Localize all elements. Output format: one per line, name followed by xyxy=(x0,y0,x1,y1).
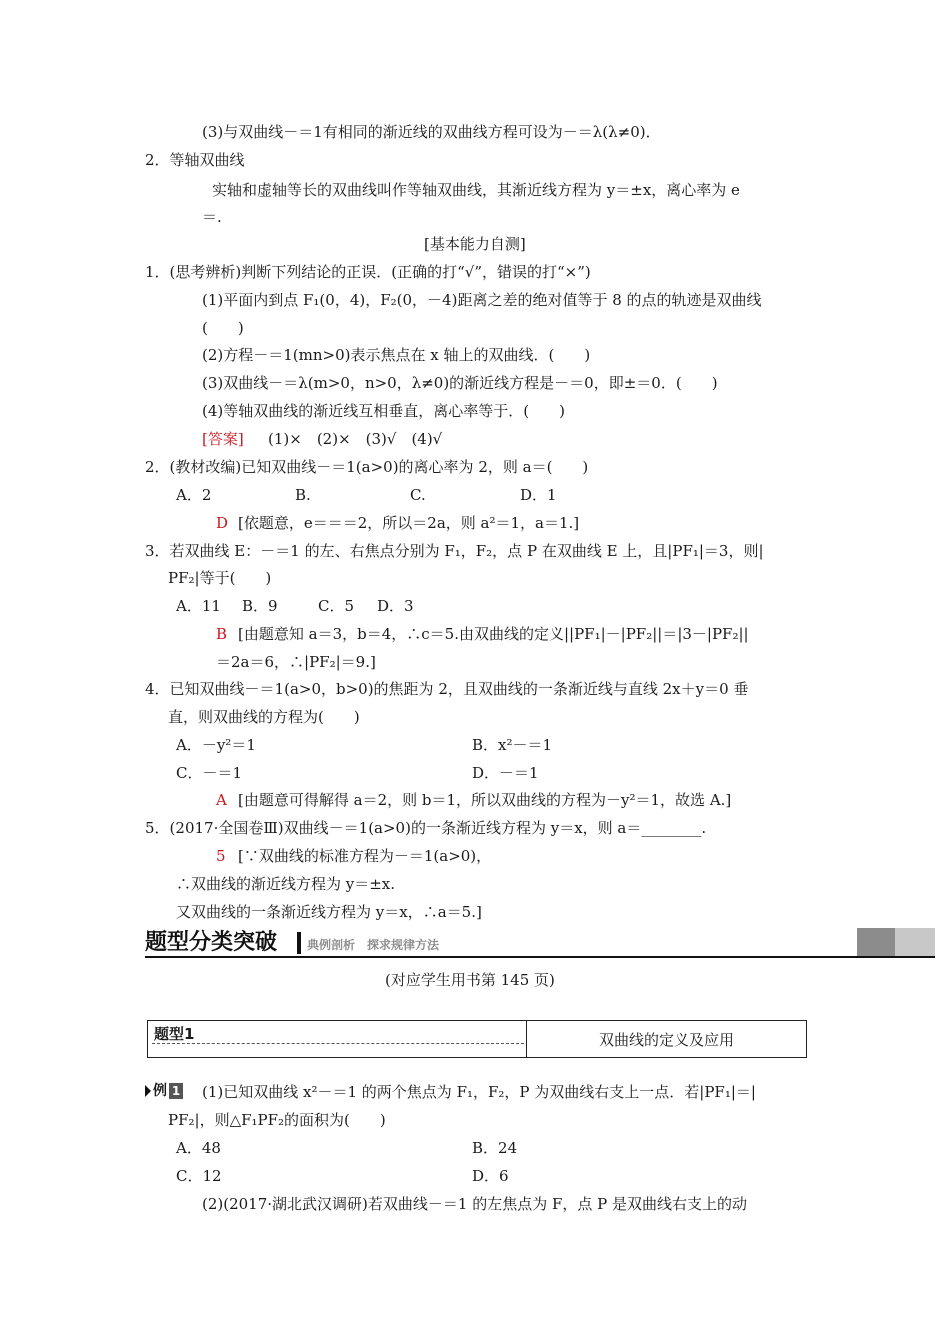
option-b: B．x²－＝1 xyxy=(472,736,553,754)
option-a: A．2 xyxy=(176,486,212,504)
answer-letter: 5 xyxy=(216,847,226,865)
section-banner xyxy=(145,928,935,960)
text-line: (3)与双曲线－＝1有相同的渐近线的双曲线方程可设为－＝λ(λ≠0)． xyxy=(202,123,661,141)
answer-text: (1)× (2)× (3)√ (4)√ xyxy=(268,430,443,448)
question-4: 4．已知双曲线－＝1(a>0，b>0)的焦距为 2，且双曲线的一条渐近线与直线 2x＋y＝0 垂 xyxy=(145,680,749,698)
dashed-rule xyxy=(152,1043,524,1044)
option-b: B．9 xyxy=(242,597,278,615)
example-badge xyxy=(145,1082,183,1100)
question-1: 1．(思考辨析)判断下列结论的正误．(正确的打“√”，错误的打“×”) xyxy=(145,263,591,281)
option-c: C. xyxy=(410,486,426,504)
answer-letter: D xyxy=(216,514,229,532)
banner-subtitle: 典例剖析 探求规律方法 xyxy=(307,938,440,952)
text-line: (2)方程－＝1(mn>0)表示焦点在 x 轴上的双曲线．( ) xyxy=(202,346,591,364)
option-a: A．－y²＝1 xyxy=(176,736,256,754)
example-number: 1 xyxy=(169,1083,183,1099)
answer-letter: B xyxy=(216,625,228,643)
banner-divider xyxy=(297,932,301,954)
text-line: 直，则双曲线的方程为( ) xyxy=(168,708,360,726)
banner-block-light xyxy=(895,928,935,956)
text-line: ( ) xyxy=(202,319,244,337)
type-title: 双曲线的定义及应用 xyxy=(598,1031,734,1049)
answer-label: [答案] xyxy=(202,430,244,448)
banner-title: 题型分类突破 xyxy=(145,930,278,955)
text-line: 实轴和虚轴等长的双曲线叫作等轴双曲线，其渐近线方程为 y＝±x，离心率为 e xyxy=(212,181,740,199)
question-3: 3．若双曲线 E：－＝1 的左、右焦点分别为 F₁，F₂，点 P 在双曲线 E 上，且|PF₁|＝3，则| xyxy=(145,542,764,560)
option-a: A．11 xyxy=(176,597,221,615)
text-line: (4)等轴双曲线的渐近线互相垂直，离心率等于．( ) xyxy=(202,402,565,420)
option-c: C．5 xyxy=(318,597,355,615)
text-line: 又双曲线的一条渐近线方程为 y＝x，∴a＝5.] xyxy=(176,903,482,921)
option-b: B．24 xyxy=(472,1139,518,1157)
type-box xyxy=(147,1020,807,1058)
option-d: D．3 xyxy=(377,597,414,615)
type-box-left xyxy=(148,1021,526,1057)
example-text: (2)(2017·湖北武汉调研)若双曲线－＝1 的左焦点为 F，点 P 是双曲线右支上的动 xyxy=(202,1195,748,1213)
text-line: (3)双曲线－＝λ(m>0，n>0，λ≠0)的渐近线方程是－＝0，即±＝0．( ) xyxy=(202,374,718,392)
option-d: D．6 xyxy=(472,1167,509,1185)
example-text: (1)已知双曲线 x²－＝1 的两个焦点为 F₁，F₂，P 为双曲线右支上一点．若|PF₁|＝| xyxy=(202,1083,756,1101)
option-d: D．1 xyxy=(520,486,557,504)
section-heading: 2．等轴双曲线 xyxy=(145,151,245,169)
option-b: B. xyxy=(295,486,311,504)
answer-explanation: [∵双曲线的标准方程为－＝1(a>0)， xyxy=(238,847,492,865)
answer-letter: A xyxy=(216,791,227,809)
question-2: 2．(教材改编)已知双曲线－＝1(a>0)的离心率为 2，则 a＝( ) xyxy=(145,458,589,476)
text-line: (1)平面内到点 F₁(0，4)，F₂(0，－4)距离之差的绝对值等于 8 的点的轨迹是双曲线 xyxy=(202,291,762,309)
option-a: A．48 xyxy=(176,1139,221,1157)
triangle-icon xyxy=(145,1085,151,1097)
text-line: ＝. xyxy=(202,208,222,226)
option-c: C．12 xyxy=(176,1167,222,1185)
example-label: 例 xyxy=(153,1083,167,1099)
banner-rule xyxy=(145,956,935,958)
answer-explanation: [依题意，e＝＝＝2，所以＝2a，则 a²＝1，a＝1.] xyxy=(238,514,580,532)
banner-block-dark xyxy=(857,928,895,956)
text-line: PF₂|等于( ) xyxy=(168,569,272,587)
option-c: C．－＝1 xyxy=(176,764,243,782)
subsection-heading: [基本能力自测] xyxy=(424,235,526,253)
text-line: ＝2a＝6，∴|PF₂|＝9.] xyxy=(216,653,376,671)
page-reference: (对应学生用书第 145 页) xyxy=(385,971,555,989)
answer-explanation: [由题意知 a＝3，b＝4，∴c＝5.由双曲线的定义||PF₁|－|PF₂||＝|3－|PF₂|| xyxy=(238,625,749,643)
text-line: ∴双曲线的渐近线方程为 y＝±x. xyxy=(176,875,396,893)
text-line: PF₂|，则△F₁PF₂的面积为( ) xyxy=(168,1111,386,1129)
question-5: 5．(2017·全国卷Ⅲ)双曲线－＝1(a>0)的一条渐近线方程为 y＝x，则 a＝________. xyxy=(145,819,707,837)
answer-explanation: [由题意可得解得 a＝2，则 b＝1，所以双曲线的方程为－y²＝1，故选 A.] xyxy=(238,791,732,809)
type-label: 题型1 xyxy=(154,1025,195,1043)
option-d: D．－＝1 xyxy=(472,764,539,782)
